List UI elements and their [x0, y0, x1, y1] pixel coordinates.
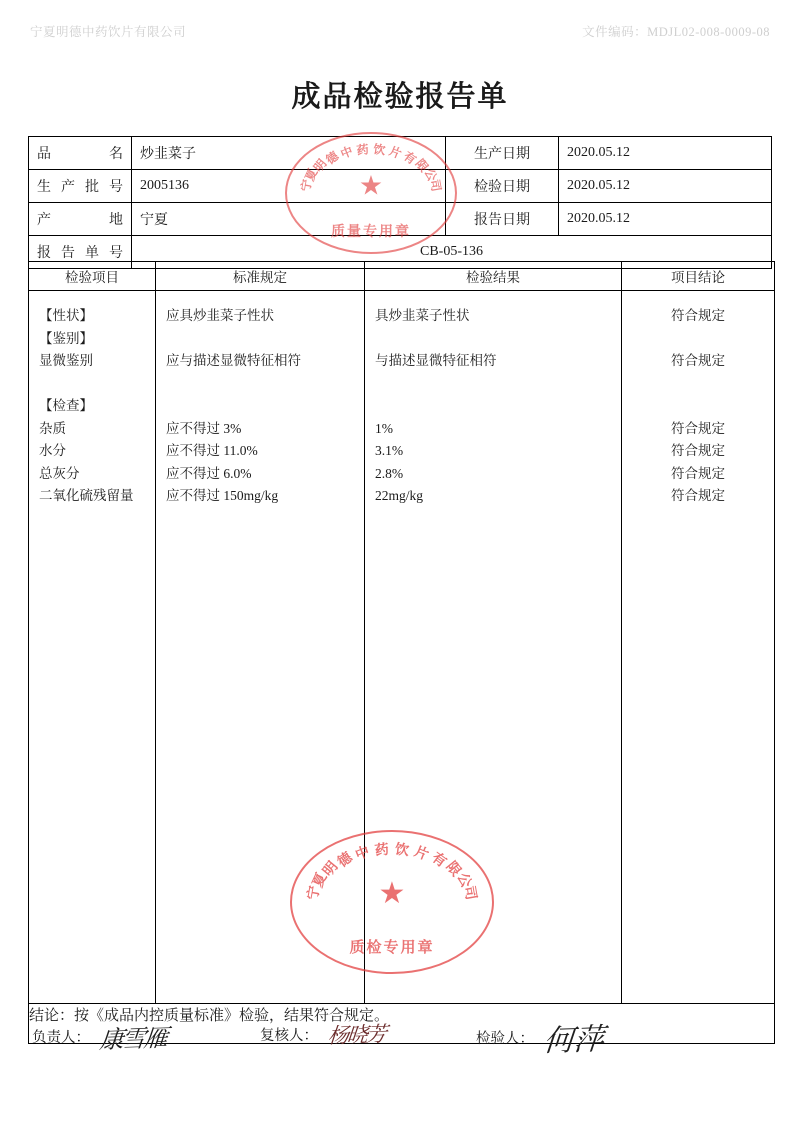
- manager-label: 负责人：: [32, 1030, 90, 1046]
- product-name-label: 品 名: [29, 137, 132, 170]
- company-name: 宁夏明德中药饮片有限公司: [30, 25, 187, 39]
- inspect-date-label: 检验日期: [446, 170, 559, 203]
- list-item: 符合规定: [671, 353, 725, 368]
- product-name-value: 炒韭菜子: [132, 137, 446, 170]
- list-item: 符合规定: [671, 488, 725, 503]
- list-item: 应不得过 150mg/kg: [166, 488, 279, 503]
- list-item: 2.8%: [375, 465, 404, 481]
- list-item: 具炒韭菜子性状: [375, 308, 470, 323]
- stamp-bottom-text-bottom: 质检专用章: [349, 939, 435, 956]
- batch-value: 2005136: [132, 170, 446, 203]
- inspector-signature: 何萍: [541, 1021, 605, 1060]
- reviewer-signature: 杨晓芳: [326, 1022, 386, 1048]
- page-title: 成品检验报告单: [291, 81, 509, 113]
- list-item: 符合规定: [671, 443, 725, 458]
- list-item: 1%: [375, 420, 393, 436]
- item-column-cell: [29, 291, 156, 1004]
- reviewer-signature-block: [260, 1019, 385, 1049]
- produce-date-label: 生产日期: [446, 137, 559, 170]
- report-no-label: 报告单号: [29, 236, 132, 269]
- list-item: 【性状】: [39, 308, 93, 323]
- star-icon: ★: [358, 170, 384, 201]
- table-row: [29, 137, 772, 170]
- list-item: 总灰分: [39, 465, 80, 481]
- manager-signature-block: [32, 1019, 166, 1054]
- report-date-label: 报告日期: [446, 203, 559, 236]
- list-item: 应不得过 11.0%: [166, 443, 258, 458]
- result-column-cell: [365, 291, 622, 1004]
- origin-value: 宁夏: [132, 203, 446, 236]
- column-header-result: 检验结果: [365, 262, 622, 291]
- list-item: 二氧化硫残留量: [39, 488, 134, 503]
- list-item: 杂质: [39, 420, 66, 436]
- results-body-row: [29, 291, 775, 1004]
- list-item: 显微鉴别: [39, 353, 93, 368]
- reviewer-label: 复核人：: [260, 1027, 318, 1044]
- list-item: 应具炒韭菜子性状: [166, 308, 274, 323]
- manager-signature: 康雪雁: [98, 1023, 167, 1055]
- column-header-standard: 标准规定: [156, 262, 365, 291]
- document-code: 文件编码：MDJL02-008-0009-08: [582, 25, 770, 39]
- standard-column-cell: [156, 291, 365, 1004]
- table-header-row: [29, 262, 775, 291]
- list-item: 3.1%: [375, 443, 404, 458]
- list-item: 【检查】: [39, 398, 93, 413]
- report-date-value: 2020.05.12: [559, 203, 772, 236]
- list-item: 符合规定: [671, 465, 725, 481]
- stamp-ring-text-bottom: 宁 夏 明 德 中 药 饮 片 有 限 公 司: [306, 842, 478, 902]
- stamp-ring-text-top: 宁 夏 明 德 中 药 饮 片 有 限 公 司: [298, 142, 444, 193]
- stamp-bottom-text-top: 质量专用章: [331, 225, 411, 241]
- inspector-signature-block: [476, 1015, 604, 1059]
- produce-date-value: 2020.05.12: [559, 137, 772, 170]
- origin-label: 产 地: [29, 203, 132, 236]
- list-item: 应不得过 3%: [166, 420, 242, 436]
- list-item: 【鉴别】: [39, 330, 93, 346]
- conclusion-column-cell: [622, 291, 775, 1004]
- product-info-table: [28, 136, 772, 269]
- document-header: [30, 22, 770, 40]
- list-item: 应不得过 6.0%: [166, 465, 252, 481]
- list-item: 符合规定: [671, 420, 725, 436]
- report-no-value: CB-05-136: [132, 236, 772, 269]
- table-row: [29, 170, 772, 203]
- inspection-results-table: [28, 261, 775, 1044]
- list-item: 与描述显微特征相符: [375, 353, 497, 368]
- list-item: 水分: [39, 443, 66, 458]
- table-row: [29, 203, 772, 236]
- batch-label: 生产批号: [29, 170, 132, 203]
- star-icon: ★: [378, 876, 406, 910]
- list-item: 应与描述显微特征相符: [166, 353, 301, 368]
- column-header-item: 检验项目: [29, 262, 156, 291]
- list-item: 22mg/kg: [375, 488, 424, 503]
- inspector-label: 检验人：: [476, 1030, 534, 1047]
- column-header-conclusion: 项目结论: [622, 262, 775, 291]
- inspect-date-value: 2020.05.12: [559, 170, 772, 203]
- overall-conclusion: 结论：按《成品内控质量标准》检验，结果符合规定。: [29, 1004, 775, 1044]
- signature-row: [28, 1005, 772, 1061]
- list-item: 符合规定: [671, 308, 725, 323]
